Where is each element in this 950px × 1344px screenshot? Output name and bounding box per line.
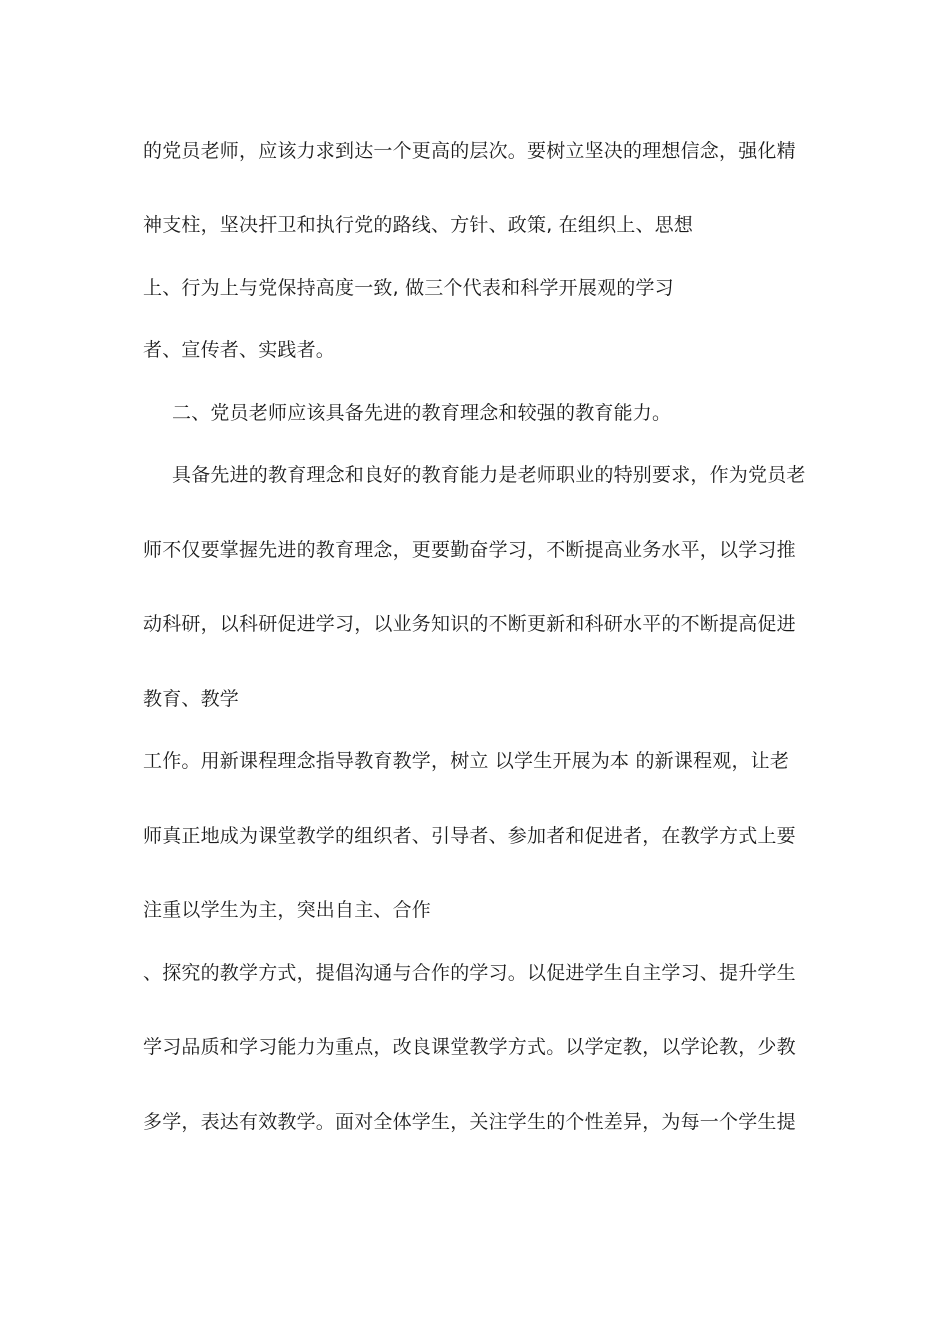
paragraph-line: 的党员老师，应该力求到达一个更高的层次。要树立坚决的理想信念，强化精 (143, 140, 796, 162)
paragraph-line: 师真正地成为课堂教学的组织者、引导者、参加者和促进者，在教学方式上要 (143, 825, 796, 847)
section-heading: 二、党员老师应该具备先进的教育理念和较强的教育能力。 (172, 402, 672, 424)
paragraph-line: 多学，表达有效教学。面对全体学生，关注学生的个性差异，为每一个学生提 (143, 1111, 796, 1133)
paragraph-line: 神支柱，坚决扞卫和执行党的路线、方针、政策, 在组织上、思想 (143, 214, 694, 236)
paragraph-line: 师不仅要掌握先进的教育理念，更要勤奋学习，不断提高业务水平，以学习推 (143, 539, 796, 561)
paragraph-line: 学习品质和学习能力为重点，改良课堂教学方式。以学定教，以学论教，少教 (143, 1036, 796, 1058)
paragraph-line: 注重以学生为主，突出自主、合作 (143, 899, 432, 921)
paragraph-line: 者、宣传者、实践者。 (143, 339, 336, 361)
paragraph-line: 教育、教学 (143, 688, 240, 710)
paragraph-line: 工作。用新课程理念指导教育教学，树立 以学生开展为本 的新课程观，让老 (143, 750, 790, 772)
paragraph-line: 动科研，以科研促进学习，以业务知识的不断更新和科研水平的不断提高促进 (143, 613, 796, 635)
paragraph-line: 、探究的教学方式，提倡沟通与合作的学习。以促进学生自主学习、提升学生 (143, 962, 796, 984)
paragraph-line: 具备先进的教育理念和良好的教育能力是老师职业的特别要求，作为党员老 (172, 464, 806, 486)
paragraph-line: 上、行为上与党保持高度一致, 做三个代表和科学开展观的学习 (143, 277, 674, 299)
